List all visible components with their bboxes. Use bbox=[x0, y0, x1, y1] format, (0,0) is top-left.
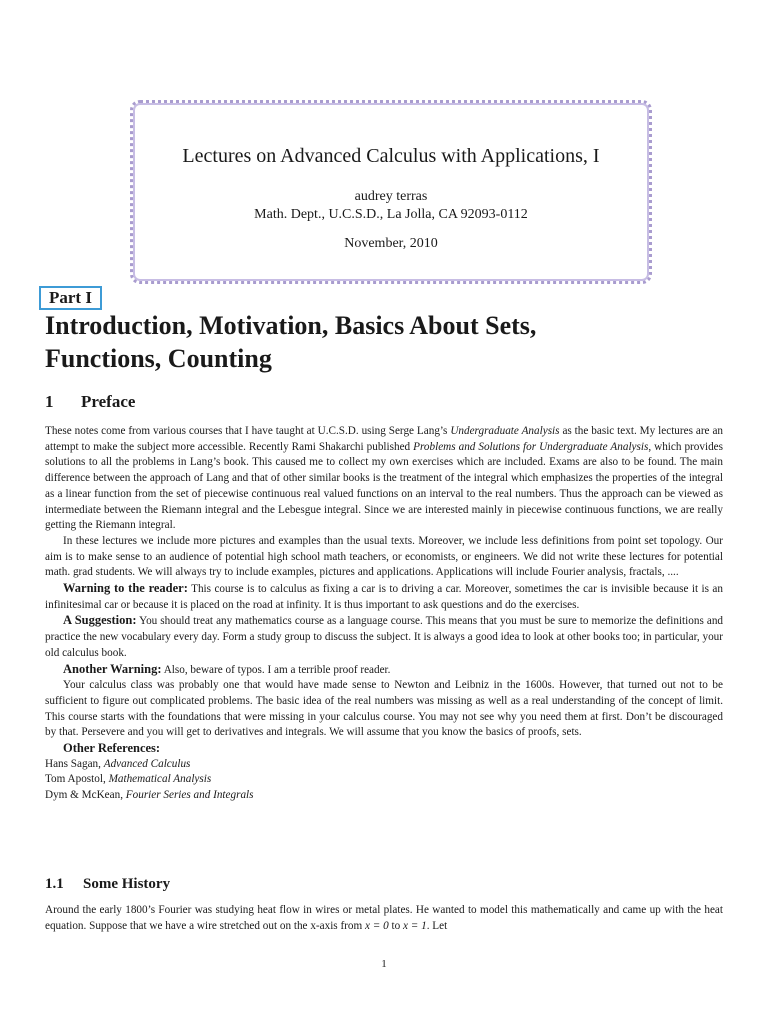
book-title-problems-and-solutions: Problems and Solutions for Undergraduate Analysis bbox=[413, 440, 649, 453]
reference-author: Hans Sagan, bbox=[45, 757, 104, 770]
another-warning-text: Also, beware of typos. I am a terrible proof reader. bbox=[161, 663, 391, 676]
reference-item bbox=[45, 757, 723, 773]
preface-paragraph-1 bbox=[45, 424, 723, 534]
page-number: 1 bbox=[381, 958, 387, 970]
suggestion-lead: A Suggestion: bbox=[63, 613, 137, 628]
warning-paragraph bbox=[45, 581, 723, 613]
another-warning-lead: Another Warning: bbox=[63, 661, 162, 676]
reference-title: Mathematical Analysis bbox=[108, 773, 212, 786]
part-title bbox=[45, 309, 745, 375]
text-run: . Let bbox=[426, 919, 448, 932]
text-run: Around the early 1800’s Fourier was studying heat flow in wires or metal plates. He wanted to model this mathematically and came up with the heat equation. Suppose that we have a wire stretched out on the x-axis from bbox=[45, 904, 723, 932]
text-run: as the basic text. My lectures are an attempt to make the subject more accessible. Recently Rami Shakarchi published bbox=[45, 425, 724, 453]
text-run: These notes come from various courses that I have taught at U.C.S.D. using Serge Lang’s bbox=[45, 425, 451, 437]
part-title-line-1: Introduction, Motivation, Basics About Sets, bbox=[45, 311, 537, 340]
reference-item bbox=[45, 772, 723, 788]
section-title: Preface bbox=[81, 392, 136, 411]
math-expression: x = 0 bbox=[365, 919, 389, 932]
warning-lead: Warning to the reader: bbox=[63, 581, 188, 596]
part-label: Part I bbox=[39, 286, 102, 310]
section-number: 1 bbox=[45, 392, 54, 411]
reference-title: Fourier Series and Integrals bbox=[125, 789, 254, 802]
author-name: audrey terras bbox=[354, 189, 428, 204]
history-paragraph bbox=[45, 903, 723, 934]
book-title-undergraduate-analysis: Undergraduate Analysis bbox=[450, 425, 560, 437]
reference-author: Dym & McKean, bbox=[45, 789, 126, 802]
part-title-line-2: Functions, Counting bbox=[45, 344, 272, 373]
subsection-heading-some-history bbox=[45, 876, 170, 893]
preface-paragraph-2: In these lectures we include more pictures and examples than the usual texts. Moreover, we include less definitions from point set topology. Our aim is to make sense to an audience of potential high school math teachers, or economists, or engineers. We did not write these lectures for potential math. grad students. We will always try to include examples, pictures and applications. Applications will include Fourier analysis, fractals, .... bbox=[45, 534, 723, 579]
reference-item bbox=[45, 788, 723, 804]
suggestion-text: You should treat any mathematics course as a language course. This means that you must be sure to memorize the definitions and practice the new vocabulary every day. Form a study group to discuss the subject. It is always a good idea to look at other books too; in particular, your old calculus book. bbox=[45, 615, 724, 659]
title-box bbox=[130, 100, 652, 284]
reference-author: Tom Apostol, bbox=[45, 773, 109, 786]
warning-text: This course is to calculus as fixing a car is to driving a car. Moreover, sometimes the car is invisible because it is an infinitesimal car or because it is placed on the road at infinity. It is thus important to ask questions and do the exercises. bbox=[45, 583, 723, 611]
text-run: to bbox=[388, 919, 403, 932]
subsection-title: Some History bbox=[83, 876, 171, 892]
author-affiliation: Math. Dept., U.C.S.D., La Jolla, CA 92093-0112 bbox=[254, 207, 528, 222]
author-block bbox=[133, 188, 649, 224]
section-heading-preface bbox=[45, 392, 135, 412]
references-heading: Other References: bbox=[63, 741, 161, 756]
subsection-number: 1.1 bbox=[45, 876, 64, 892]
math-expression: x = 1 bbox=[403, 919, 427, 932]
text-run: , which provides solutions to all the problems in Lang’s book. This caused me to collect my own exercises which are included. Exams are also to be found. The main difference between the approach of Lang and that of other similar books is the treatment of the integral which emphasizes the properties of the integral as a linear function from the set of piecewise continuous real valued functions on an interval to the real numbers. Thus the approach can be viewed as intermediate between the Riemann integral and the Lebesgue integral. Since we are interested mainly in piecewise continuous functions, we are really getting the Riemann integral. bbox=[45, 440, 723, 532]
history-body bbox=[45, 903, 723, 934]
document-date: November, 2010 bbox=[344, 236, 438, 251]
another-warning-paragraph bbox=[45, 662, 723, 679]
suggestion-paragraph bbox=[45, 613, 723, 661]
reference-title: Advanced Calculus bbox=[103, 757, 191, 770]
document-title: Lectures on Advanced Calculus with Applications, I bbox=[182, 145, 600, 167]
preface-body bbox=[45, 424, 723, 804]
calculus-paragraph: Your calculus class was probably one that would have made sense to Newton and Leibniz in the 1600s. However, that turned out not to be sufficient to figure out complicated problems. The basic idea of the real numbers was missing as well as a real understanding of the concept of limit. This course starts with the foundations that were missing in your calculus course. You may not see why you need them at first. Don’t be discouraged by that. Persevere and you will get to derivatives and integrals. We will assume that you know the basics of proofs, sets. bbox=[45, 679, 723, 739]
